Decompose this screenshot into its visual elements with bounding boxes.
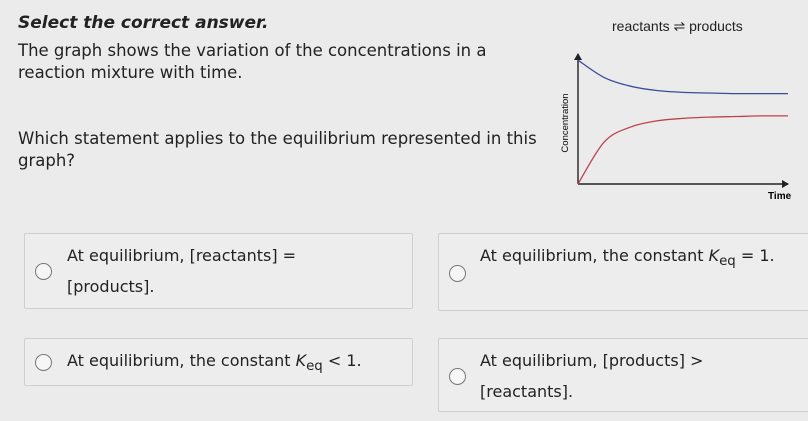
radio-button-b[interactable] [449,265,466,282]
answer-option-c[interactable] [24,338,413,386]
answer-a-line1: At equilibrium, [reactants] = [67,246,297,265]
radio-button-a[interactable] [35,263,52,280]
x-axis-label: Time [768,191,792,202]
x-axis-arrow [782,180,789,188]
question-text: The graph shows the variation of the concentrations in a reaction mixture with time. [18,41,487,82]
answer-d-line1: At equilibrium, [products] > [480,351,704,370]
answer-option-b[interactable] [438,233,808,311]
answer-c-prefix: At equilibrium, the constant [67,351,296,370]
answer-option-d[interactable] [438,338,808,412]
k-symbol: K [295,351,307,370]
answer-b-text [480,244,775,274]
y-axis-label: Concentration [560,93,571,153]
k-symbol: K [708,246,720,265]
prompt-title: Select the correct answer. [18,13,269,33]
series-line-1 [578,60,788,93]
answer-c-text [67,349,362,379]
answer-option-a[interactable] [24,233,413,309]
answer-b-suffix: = 1. [735,246,775,265]
question-prompt: Which statement applies to the equilibrium represented in this graph? [18,129,537,170]
series-line-2 [578,116,788,184]
radio-button-c[interactable] [35,354,52,371]
concentration-time-chart [548,48,798,208]
k-subscript: eq [719,254,736,270]
answer-c-suffix: < 1. [322,351,362,370]
answer-d-line2: [reactants]. [480,382,574,401]
answer-b-prefix: At equilibrium, the constant [480,246,709,265]
radio-button-d[interactable] [449,368,466,385]
answer-a-line2: [products]. [67,277,155,296]
k-subscript: eq [306,359,323,375]
y-axis-arrow [574,53,582,60]
reaction-equation: reactants ⇌ products [612,18,743,34]
